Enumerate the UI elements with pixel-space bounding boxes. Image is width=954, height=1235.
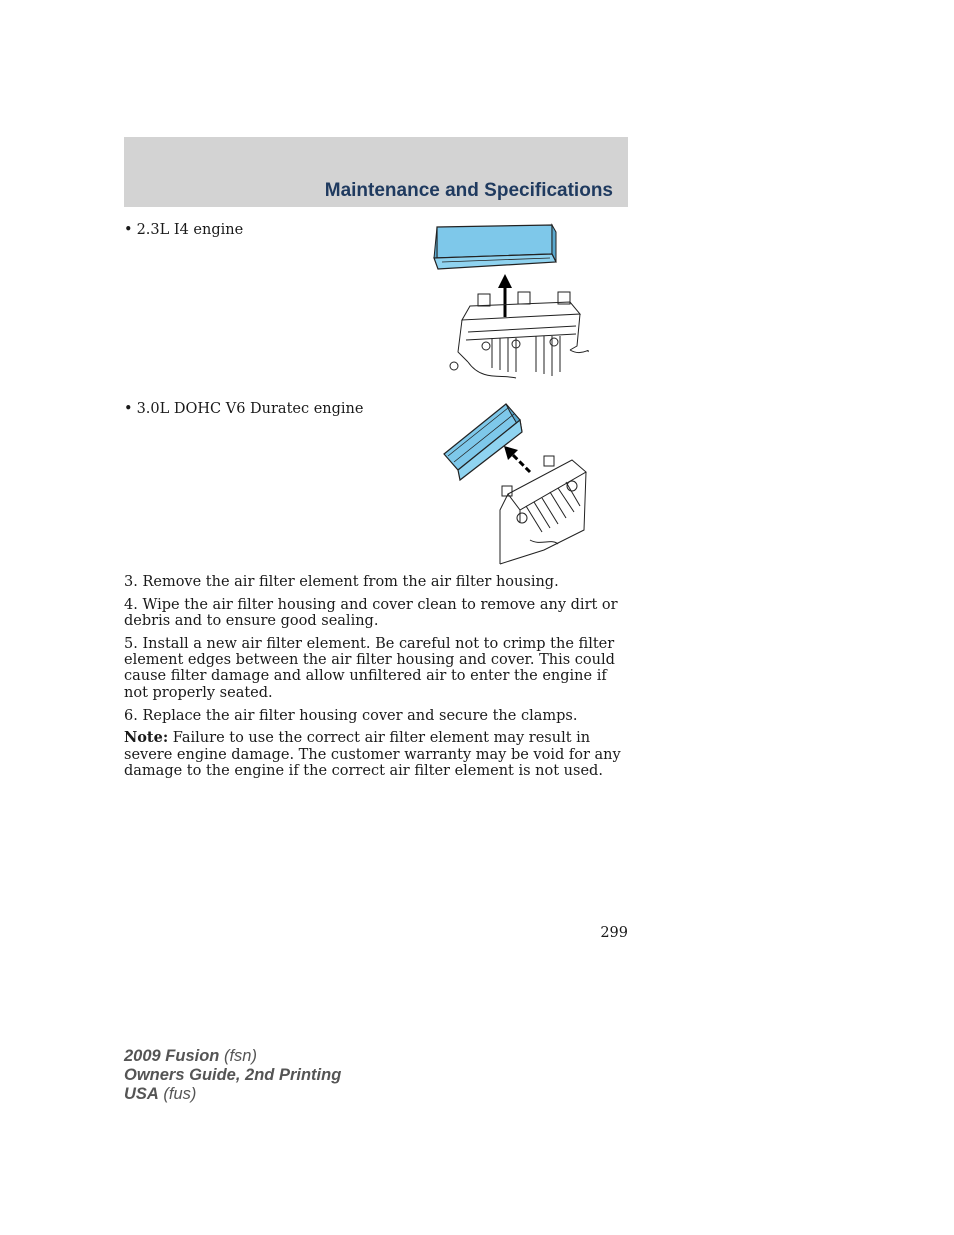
footer-line-1	[124, 1047, 341, 1066]
note-paragraph	[124, 730, 630, 779]
note-label: Note:	[124, 729, 169, 747]
bullet-item-v6	[124, 401, 363, 418]
step-6: 6. Replace the air filter housing cover and secure the clamps.	[124, 707, 578, 724]
bullet-label: 3.0L DOHC V6 Duratec engine	[136, 401, 364, 417]
bullet-marker: •	[124, 222, 133, 238]
footer-line-2	[124, 1066, 341, 1085]
step-4: 4. Wipe the air filter housing and cover clean to remove any dirt or debris and to ensure good sealing.	[124, 596, 618, 630]
footer-market: USA	[124, 1085, 159, 1103]
step-5: 5. Install a new air filter element. Be careful not to crimp the filter element edges between the air filter housing and cover. This could cause filter damage and allow unfiltered air to enter the engine if not properly seated.	[124, 635, 615, 701]
document-footer	[124, 1047, 341, 1104]
bullet-item-i4	[124, 222, 243, 239]
bullet-marker: •	[124, 401, 133, 417]
note-text: Failure to use the correct air filter element may result in severe engine damage. The customer warranty may be void for any damage to the engine if the correct air filter element is not used.	[124, 730, 621, 779]
footer-model: 2009 Fusion	[124, 1047, 220, 1065]
step-3: 3. Remove the air filter element from the air filter housing.	[124, 574, 559, 590]
instructions-body	[124, 574, 630, 786]
footer-guide: Owners Guide, 2nd Printing	[124, 1066, 342, 1084]
footer-market-code: (fus)	[158, 1085, 197, 1103]
footer-model-code: (fsn)	[219, 1047, 257, 1065]
footer-line-3	[124, 1085, 341, 1104]
section-title: Maintenance and Specifications	[324, 180, 613, 201]
page-number: 299	[600, 925, 628, 941]
air-filter-housing-i4-illustration	[432, 222, 600, 384]
section-header	[124, 137, 628, 207]
bullet-label: 2.3L I4 engine	[136, 222, 244, 238]
air-filter-housing-v6-illustration	[440, 400, 590, 566]
